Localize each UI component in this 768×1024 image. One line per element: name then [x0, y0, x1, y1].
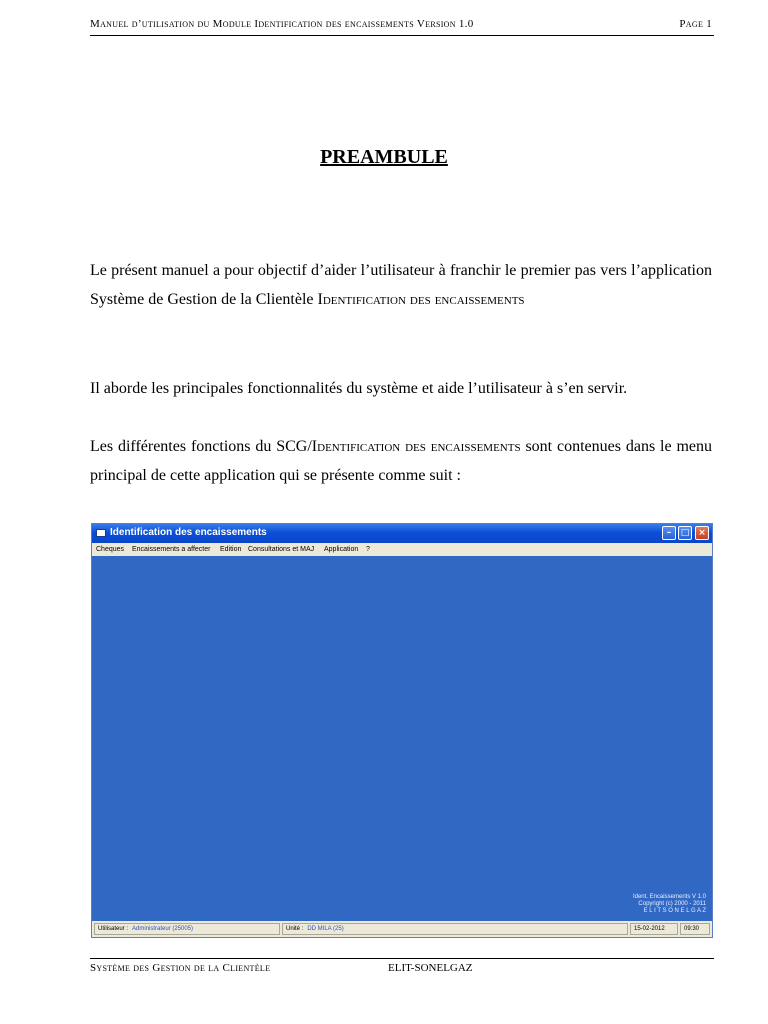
- status-user: [94, 923, 280, 935]
- paragraph-functions-text-after: sont contenues dans le menu principal de cette application qui se présente comme suit :: [90, 438, 712, 484]
- brand-line-copyright: Copyright (c) 2000 - 2011: [638, 901, 706, 907]
- window-titlebar: [92, 524, 712, 543]
- window-title: Identification des encaissements: [110, 527, 267, 538]
- paragraph-features: Il aborde les principales fonctionnalités du système et aide l’utilisateur à s’en servir.: [90, 380, 628, 397]
- paragraph-functions: [90, 432, 712, 490]
- footer-left: Système des Gestion de la Clientèle: [90, 962, 271, 974]
- footer-rule: [90, 958, 714, 959]
- window-app-icon: [96, 529, 106, 537]
- brand-line-company: E L I T S O N E L G A Z: [643, 908, 706, 914]
- window-statusbar: [92, 921, 712, 938]
- paragraph-functions-text-before: Les différentes fonctions du SCG/: [90, 438, 312, 455]
- status-time: 09:30: [680, 923, 710, 935]
- brand-line-version: Ident. Encaissements V 1.0: [632, 894, 706, 900]
- paragraph-functions-caps: Identification des encaissements: [311, 438, 521, 455]
- paragraph-intro-text: Le présent manuel a pour objectif d’aider l’utilisateur à franchir le premier pas vers l’application Système de Gestion de la Clientèle: [90, 262, 712, 308]
- menu-item-encaissements[interactable]: Encaissements a affecter: [132, 546, 211, 553]
- page-title: PREAMBULE: [320, 146, 448, 168]
- minimize-icon[interactable]: –: [662, 526, 676, 540]
- app-window-screenshot: [91, 523, 713, 938]
- brand-block: [633, 894, 706, 915]
- status-date: 15-02-2012: [630, 923, 678, 935]
- paragraph-intro-caps: Identification des encaissements: [317, 291, 525, 308]
- maximize-icon[interactable]: □: [678, 526, 692, 540]
- footer-center: ELIT-SONELGAZ: [388, 962, 473, 974]
- page-footer: [90, 962, 714, 978]
- paragraph-intro: [90, 256, 712, 314]
- menu-item-help[interactable]: ?: [366, 546, 370, 553]
- header-rule: [90, 35, 714, 36]
- status-unit: [282, 923, 628, 935]
- status-user-label: Utilisateur :: [98, 926, 129, 932]
- status-unit-label: Unité :: [286, 926, 304, 932]
- header-page-number: Page 1: [679, 18, 712, 30]
- status-user-value: Administrateur (25005): [132, 926, 194, 932]
- menu-item-consultations[interactable]: Consultations et MAJ: [248, 546, 315, 553]
- status-unit-value: DD MILA (25): [307, 926, 344, 932]
- window-menubar: [92, 543, 712, 556]
- menu-item-edition[interactable]: Edition: [220, 546, 242, 553]
- header-title: Manuel d’utilisation du Module Identification des encaissements Version 1.0: [90, 18, 474, 30]
- menu-item-application[interactable]: Application: [324, 546, 359, 553]
- window-client-area: [92, 556, 712, 921]
- page-header: [90, 18, 714, 34]
- close-icon[interactable]: ×: [695, 526, 709, 540]
- menu-item-cheques[interactable]: Cheques: [96, 546, 125, 553]
